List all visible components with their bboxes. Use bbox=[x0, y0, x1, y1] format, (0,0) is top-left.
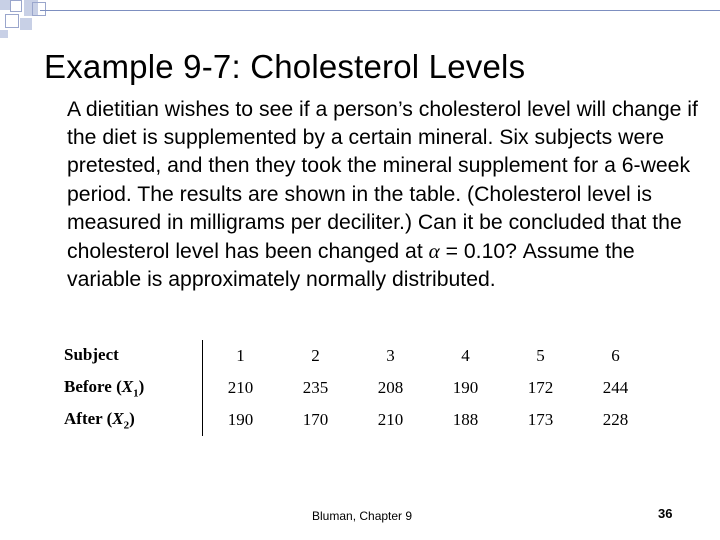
table-cell: 170 bbox=[302, 410, 329, 429]
table-cell: 5 bbox=[536, 346, 545, 365]
statement-text-end: = 0.10? Assume the variable is approximately normally distributed. bbox=[67, 240, 635, 292]
table-cell: 2 bbox=[311, 346, 320, 365]
table-row bbox=[64, 372, 653, 404]
row-label: Before ( bbox=[64, 376, 122, 396]
table-row bbox=[64, 404, 653, 436]
table-cell: 244 bbox=[602, 378, 629, 397]
statement-text: A dietitian wishes to see if a person’s cholesterol level will change if the diet is supplemented by a certain mineral. Six subjects were pretested, and then they took the mineral supplement for a 6-week period. The results are shown in the table. (Cholesterol level is measured in milligrams per deciliter.) Can it be concluded that the cholesterol level has been changed at bbox=[67, 98, 698, 264]
table-cell: 188 bbox=[452, 410, 479, 429]
row-label-close: ) bbox=[129, 408, 135, 428]
table-row bbox=[64, 340, 653, 372]
row-subscript: 1 bbox=[133, 387, 139, 400]
row-label: After ( bbox=[64, 408, 113, 428]
table-cell: 208 bbox=[377, 378, 404, 397]
cholesterol-table bbox=[64, 340, 653, 436]
table-cell: 235 bbox=[302, 378, 329, 397]
footer-text: Bluman, Chapter 9 bbox=[312, 509, 413, 523]
table-cell: 228 bbox=[602, 410, 629, 429]
table-cell: 190 bbox=[227, 410, 254, 429]
row-variable: X bbox=[112, 408, 124, 428]
table-cell: 6 bbox=[611, 346, 620, 365]
row-label-close: ) bbox=[138, 376, 145, 396]
page-number: 36 bbox=[658, 506, 673, 521]
table-cell: 210 bbox=[227, 378, 254, 397]
row-header bbox=[64, 372, 203, 404]
slide-title: Example 9-7: Cholesterol Levels bbox=[44, 48, 526, 85]
table-cell: 173 bbox=[527, 410, 554, 429]
table-cell: 210 bbox=[377, 410, 404, 429]
alpha-symbol: α bbox=[428, 239, 440, 264]
row-variable: X bbox=[121, 376, 134, 396]
row-label: Subject bbox=[64, 344, 119, 364]
row-header bbox=[64, 404, 203, 436]
row-subscript: 2 bbox=[123, 419, 130, 432]
table-cell: 3 bbox=[386, 346, 395, 365]
problem-statement bbox=[67, 96, 707, 294]
row-header bbox=[64, 340, 203, 372]
table-cell: 4 bbox=[461, 346, 470, 365]
table-cell: 172 bbox=[527, 378, 554, 397]
table-cell: 190 bbox=[452, 378, 479, 397]
table-cell: 1 bbox=[236, 346, 245, 365]
